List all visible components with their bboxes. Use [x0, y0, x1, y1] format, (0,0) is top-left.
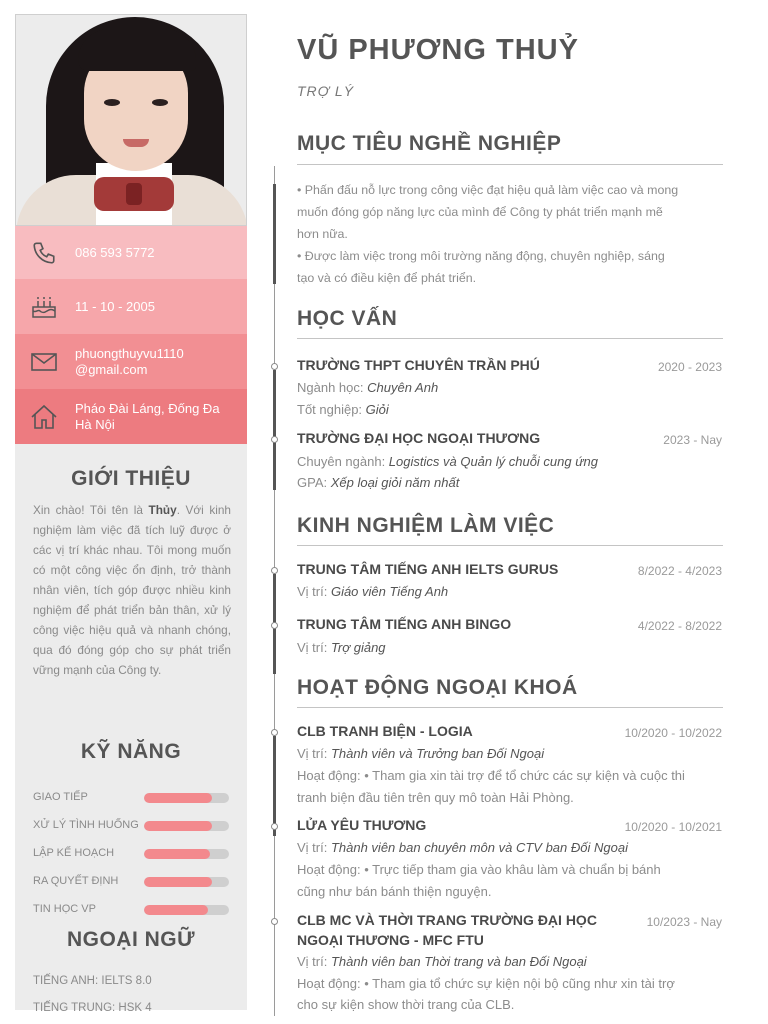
education-detail: [297, 475, 459, 490]
timeline-dot: [271, 918, 278, 925]
person-name: VŨ PHƯƠNG THUỶ: [297, 34, 579, 66]
skill-bar-track: [144, 905, 229, 915]
language-item: TIẾNG ANH: IELTS 8.0: [33, 975, 152, 987]
objective-line: tạo và có điều kiện để phát triển.: [297, 271, 477, 285]
divider: [297, 707, 723, 708]
detail-label: GPA:: [297, 475, 331, 490]
education-date: 2023 - Nay: [663, 433, 722, 447]
activity-description: cũng như bán bánh thiện nguyện.: [297, 884, 492, 899]
address-line-2: Hà Nội: [75, 416, 115, 432]
activity-description: Hoạt động: • Tham gia tổ chức sự kiện nội bộ cũng như xin tài trợ: [297, 976, 675, 991]
objective-line: • Được làm việc trong môi trường năng động, chuyên nghiệp, sáng: [297, 249, 665, 263]
skill-bar-fill: [144, 877, 212, 887]
activity-date: 10/2023 - Nay: [646, 915, 722, 929]
experience-date: 8/2022 - 4/2023: [637, 564, 722, 578]
detail-label: Chuyên ngành:: [297, 454, 389, 469]
detail-label: Ngành học:: [297, 380, 368, 395]
experience-date: 4/2022 - 8/2022: [637, 619, 722, 633]
detail-value: Thành viên ban chuyên môn và CTV ban Đối Ngoại: [330, 840, 628, 855]
timeline-dot: [271, 729, 278, 736]
address-text: [75, 401, 220, 433]
activity-description: Hoạt động: • Tham gia xin tài trợ để tổ chức các sự kiện và cuộc thi: [297, 768, 685, 783]
skill-label: XỬ LÝ TÌNH HUỐNG: [33, 819, 139, 831]
phone-icon: [29, 238, 59, 268]
detail-label: Vị trí:: [297, 954, 331, 969]
intro-text-end: . Với kinh nghiệm làm việc đã tích luỹ được ở các vị trí khác nhau. Tôi mong muốn có một công việc ổn định, trở thành nhân viên, tích góp được nhiều kinh nghiệm để phát triển bản thân, xử lý công việc hiệu quả và nhanh chóng, qua đó đóng góp cho sự phát triển vững mạnh của Công ty.: [33, 503, 231, 677]
skill-label: RA QUYẾT ĐỊNH: [33, 875, 119, 887]
activity-position: [297, 746, 544, 761]
detail-label: Tốt nghiệp:: [297, 402, 366, 417]
intro-title: GIỚI THIỆU: [71, 467, 191, 490]
activity-org: CLB TRANH BIỆN - LOGIA: [297, 723, 473, 739]
skill-bar-fill: [144, 793, 212, 803]
activity-org: CLB MC VÀ THỜI TRANG TRƯỜNG ĐẠI HỌC: [297, 912, 597, 928]
skill-item: [33, 847, 231, 861]
intro-name: Thủy: [148, 503, 177, 517]
education-detail: [297, 402, 389, 417]
home-icon: [29, 402, 59, 432]
education-detail: [297, 454, 598, 469]
skill-bar-fill: [144, 849, 210, 859]
phone-text: 086 593 5772: [75, 244, 155, 260]
activity-date: 10/2020 - 10/2022: [624, 726, 722, 740]
objective-line: hơn nữa.: [297, 227, 348, 241]
email-line-2: @gmail.com: [75, 361, 148, 377]
detail-value: Logistics và Quản lý chuỗi cung ứng: [388, 454, 598, 469]
contact-phone: [15, 226, 247, 279]
intro-text: [33, 500, 231, 680]
experience-title: KINH NGHIỆM LÀM VIỆC: [297, 514, 555, 537]
sidebar-details: [15, 444, 247, 1014]
activity-org: LỬA YÊU THƯƠNG: [297, 817, 427, 833]
divider: [297, 338, 723, 339]
activity-org: NGOẠI THƯƠNG - MFC FTU: [297, 932, 484, 948]
objective-text: [297, 179, 723, 289]
sidebar: [15, 14, 247, 1014]
profile-photo: [15, 14, 247, 226]
skill-bar-track: [144, 877, 229, 887]
skill-bar-fill: [144, 905, 208, 915]
detail-label: Vị trí:: [297, 640, 331, 655]
detail-label: Vị trí:: [297, 840, 331, 855]
birthday-cake-icon: [29, 292, 59, 322]
activities-title: HOẠT ĐỘNG NGOẠI KHOÁ: [297, 676, 578, 699]
detail-value: Xếp loại giỏi năm nhất: [330, 475, 460, 490]
objective-line: muốn đóng góp năng lực của mình để Công ty phát triển mạnh mẽ: [297, 205, 663, 219]
intro-text-start: Xin chào! Tôi tên là: [33, 503, 149, 517]
activity-position: [297, 954, 587, 969]
divider: [297, 545, 723, 546]
timeline-dot: [271, 567, 278, 574]
skill-bar-track: [144, 821, 229, 831]
detail-value: Thành viên ban Thời trang và ban Đối Ngoại: [330, 954, 587, 969]
language-item: TIẾNG TRUNG: HSK 4: [33, 1002, 152, 1014]
education-title: HỌC VẤN: [297, 307, 398, 330]
detail-value: Chuyên Anh: [367, 380, 439, 395]
timeline-dot: [271, 436, 278, 443]
activity-description: cho sự kiện show thời trang của CLB.: [297, 997, 515, 1012]
objective-accent: [273, 184, 276, 284]
education-school: TRƯỜNG ĐẠI HỌC NGOẠI THƯƠNG: [297, 430, 541, 446]
activities-accent: [273, 736, 276, 836]
activity-date: 10/2020 - 10/2021: [624, 820, 722, 834]
divider: [297, 164, 723, 165]
skill-label: LẬP KẾ HOẠCH: [33, 847, 115, 859]
detail-label: Vị trí:: [297, 746, 331, 761]
contact-address: [15, 389, 247, 444]
education-accent: [273, 370, 276, 490]
experience-position: [297, 584, 448, 599]
address-line-1: Pháo Đài Láng, Đống Đa: [75, 400, 220, 416]
timeline-dot: [271, 622, 278, 629]
skill-bar-track: [144, 849, 229, 859]
skill-item: [33, 819, 231, 833]
experience-position: [297, 640, 386, 655]
mail-icon: [29, 347, 59, 377]
skill-item: [33, 875, 231, 889]
skill-item: [33, 903, 231, 917]
skill-bar-track: [144, 793, 229, 803]
activity-description: Hoạt động: • Trực tiếp tham gia vào khâu làm và chuẩn bị bánh: [297, 862, 661, 877]
detail-value: Giỏi: [365, 402, 389, 417]
skill-item: [33, 791, 231, 805]
contact-birthday: [15, 279, 247, 334]
skill-label: GIAO TIẾP: [33, 791, 88, 803]
education-detail: [297, 380, 438, 395]
detail-label: Vị trí:: [297, 584, 331, 599]
objective-title: MỤC TIÊU NGHỀ NGHIỆP: [297, 132, 562, 155]
email-text: [75, 346, 184, 378]
education-school: TRƯỜNG THPT CHUYÊN TRẦN PHÚ: [297, 357, 540, 373]
skills-title: KỸ NĂNG: [80, 740, 182, 763]
person-role: TRỢ LÝ: [297, 83, 355, 99]
experience-org: TRUNG TÂM TIẾNG ANH BINGO: [297, 616, 512, 632]
skill-label: TIN HỌC VP: [33, 903, 96, 915]
education-date: 2020 - 2023: [657, 360, 722, 374]
timeline-dot: [271, 363, 278, 370]
languages-title: NGOẠI NGỮ: [66, 928, 196, 951]
skill-bar-fill: [144, 821, 212, 831]
activity-position: [297, 840, 628, 855]
experience-org: TRUNG TÂM TIẾNG ANH IELTS GURUS: [297, 561, 559, 577]
contact-email: [15, 334, 247, 389]
detail-value: Trợ giảng: [330, 640, 386, 655]
email-line-1: phuongthuyvu1110: [75, 345, 184, 361]
detail-value: Thành viên và Trưởng ban Đối Ngoại: [330, 746, 545, 761]
detail-value: Giáo viên Tiếng Anh: [330, 584, 449, 599]
birthday-text: 11 - 10 - 2005: [75, 298, 155, 314]
objective-line: • Phấn đấu nỗ lực trong công việc đạt hiệu quả làm việc cao và mong: [297, 183, 679, 197]
timeline-dot: [271, 823, 278, 830]
activity-description: tranh biện đầu tiên trên quy mô toàn Hải Phòng.: [297, 790, 574, 805]
